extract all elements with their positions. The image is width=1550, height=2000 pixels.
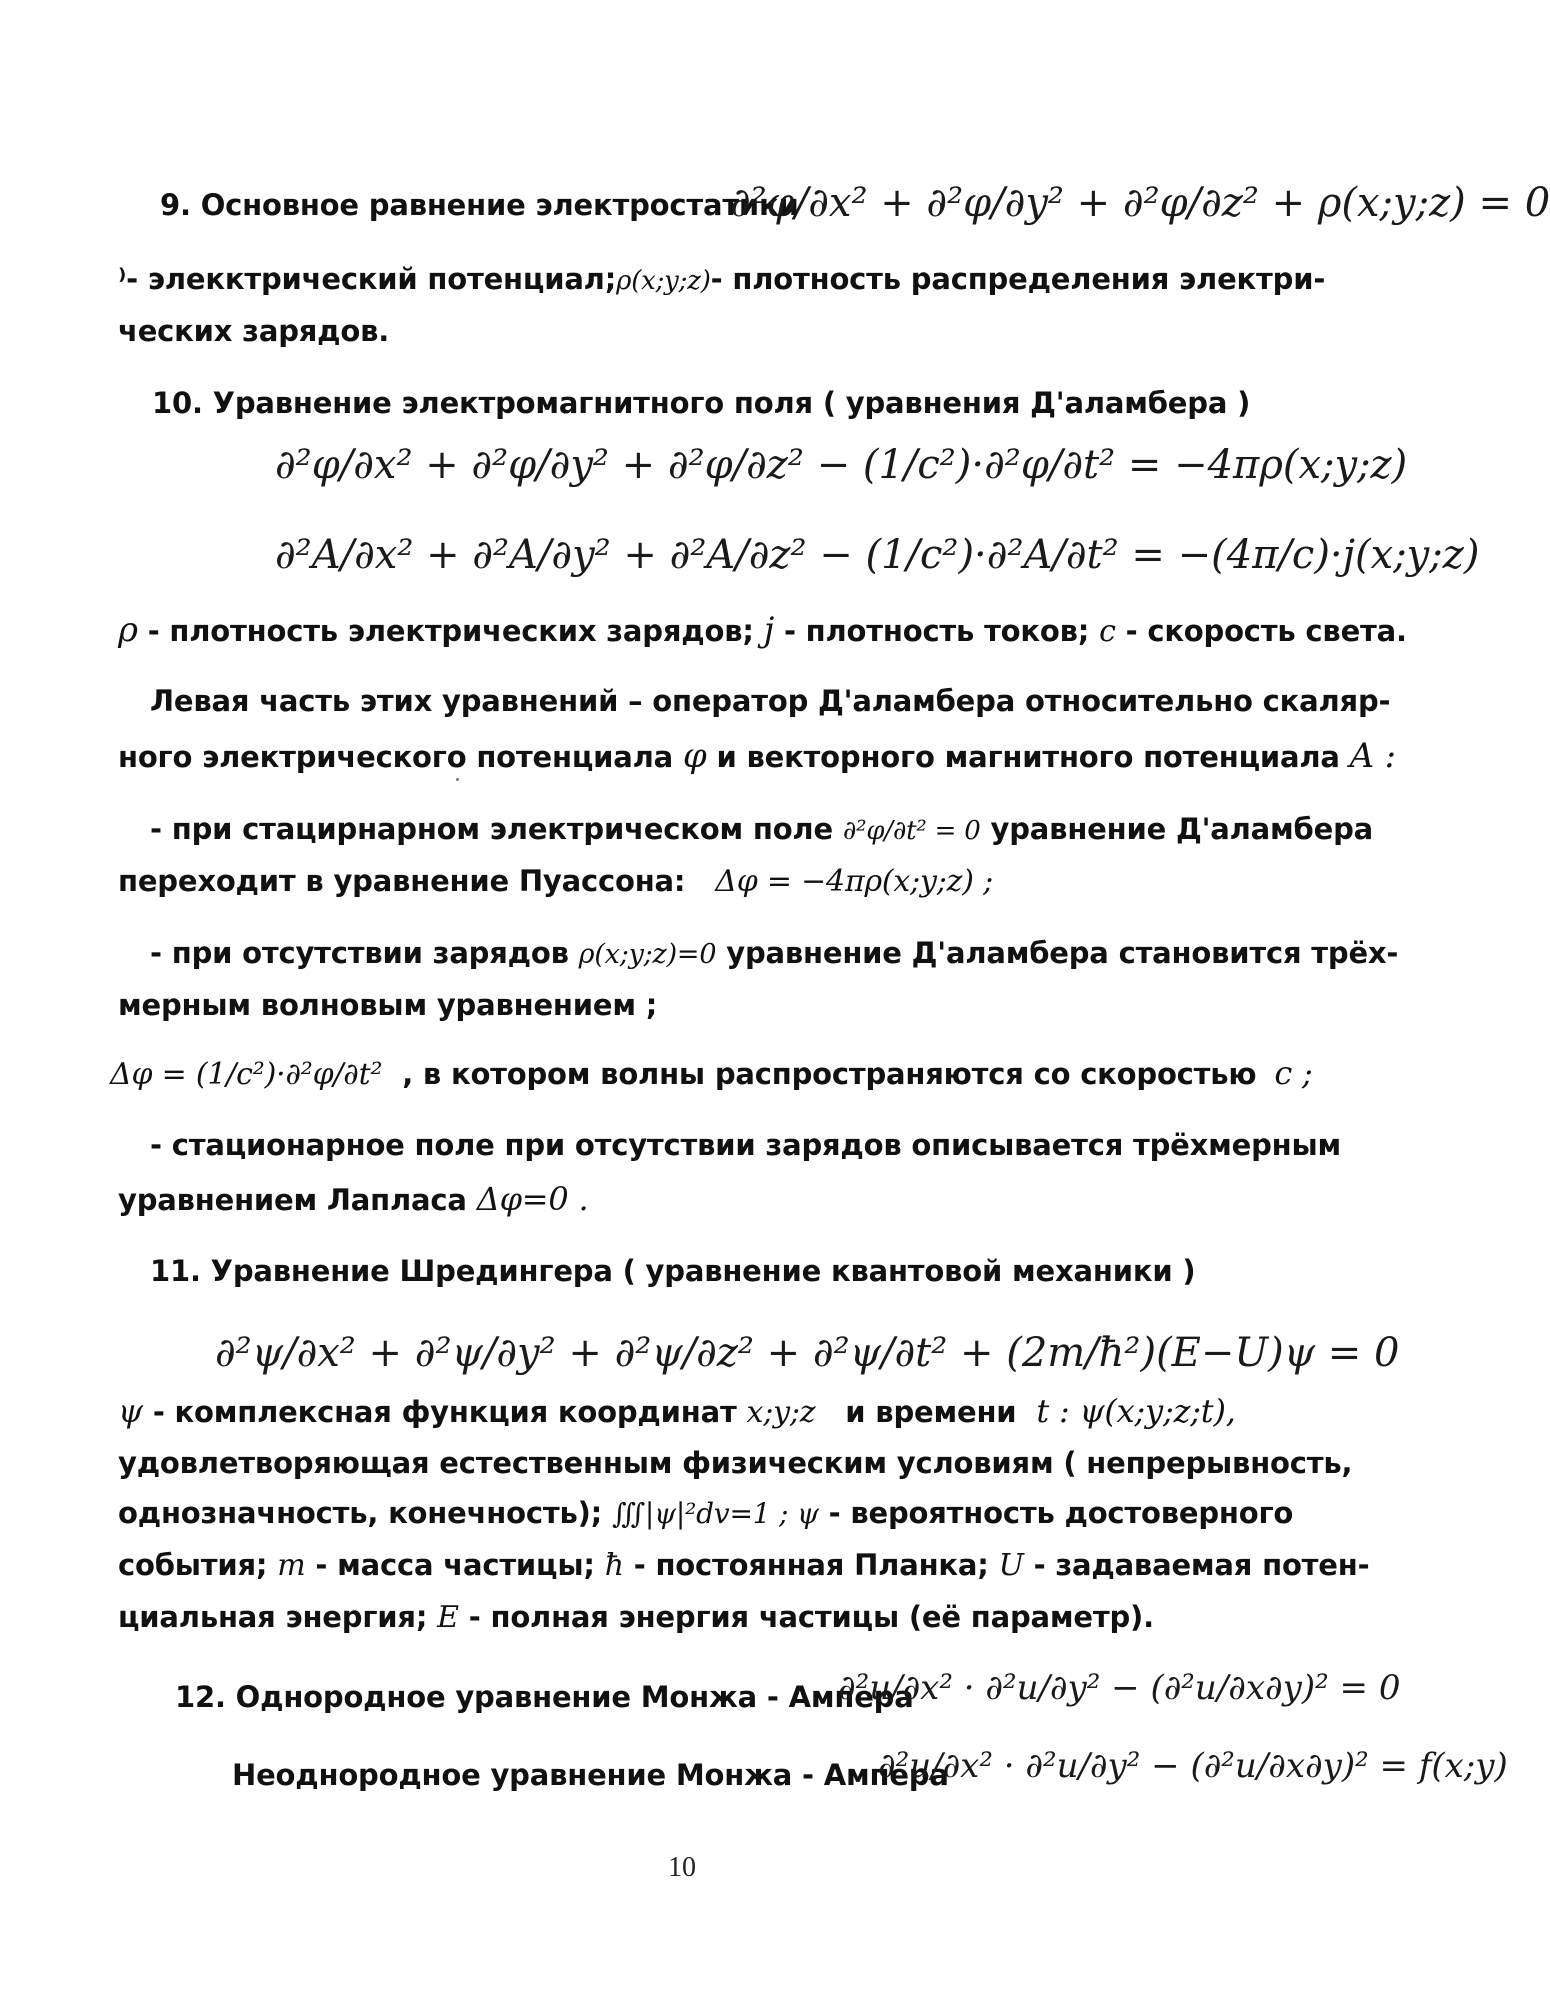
normalization-integral: ∭|ψ|²dv=1 ; ψ: [611, 1497, 819, 1530]
bullet-nocharge-text-b: уравнение Д'аламбера становится трёх-: [726, 936, 1399, 970]
bullet-laplace-line2: [118, 1180, 589, 1218]
section-12-title-inhomogeneous: Неоднородное уравнение Монжа - Ампера: [232, 1758, 949, 1792]
schrodinger-desc-line4: [118, 1548, 1369, 1583]
mass-text: - масса частицы;: [315, 1548, 595, 1582]
psi-symbol: ψ: [118, 1392, 143, 1430]
section-11-title: 11. Уравнение Шредингера ( уравнение квантовой механики ): [150, 1254, 1196, 1288]
potential-text: - задаваемая потен-: [1033, 1548, 1370, 1582]
legend-c-symbol: c: [1099, 614, 1116, 649]
event-text: события;: [118, 1548, 268, 1582]
bullet-stationary-line2: [118, 864, 993, 899]
section-12-formula-homogeneous: ∂²u/∂x² · ∂²u/∂y² − (∂²u/∂x∂y)² = 0: [838, 1668, 1401, 1708]
schrodinger-desc-line2: удовлетворяющая естественным физическим условиям ( непрерывность,: [118, 1446, 1353, 1480]
schrodinger-time-text: и времени: [845, 1395, 1017, 1429]
desc-phi-text: ⁾- элекктрический потенциал;: [118, 262, 617, 296]
poisson-text: переходит в уравнение Пуассона:: [118, 864, 686, 898]
u-symbol: U: [998, 1548, 1024, 1583]
para-dalembert-line1: Левая часть этих уравнений – оператор Д'аламбера относительно скаляр-: [150, 684, 1391, 718]
bullet-nocharge-text-a: - при отсутствии зарядов: [150, 936, 569, 970]
section-10-legend: [118, 610, 1407, 650]
bullet-stationary-text-a: - при стацирнарном электрическом поле: [150, 812, 833, 846]
time-symbol: t : ψ(x;y;z;t),: [1036, 1392, 1236, 1430]
m-symbol: m: [277, 1548, 306, 1583]
section-12-formula-inhomogeneous: ∂²u/∂x² · ∂²u/∂y² − (∂²u/∂x∂y)² = f(x;y): [878, 1746, 1508, 1786]
schrodinger-desc-line1: [118, 1392, 1236, 1430]
bullet-stationary-text-b: уравнение Д'аламбера: [990, 812, 1373, 846]
wave-text: , в котором волны распространяются со скоростью: [402, 1057, 1257, 1091]
schrodinger-desc-line5: [118, 1600, 1154, 1635]
desc-rho-symbol: ρ(x;y;z): [616, 266, 711, 296]
section-11-formula: ∂²ψ/∂x² + ∂²ψ/∂y² + ∂²ψ/∂z² + ∂²ψ/∂t² + (2m/ħ²)(E−U)ψ = 0: [215, 1330, 1400, 1376]
section-12-title-homogeneous: 12. Однородное уравнение Монжа - Ампера: [175, 1680, 914, 1714]
bullet-nocharge-formula: ρ(x;y;z)=0: [578, 939, 717, 970]
section-9-title: 9. Основное равнение электростатики: [160, 188, 799, 222]
schrodinger-conditions-text: однозначность, конечность);: [118, 1496, 603, 1530]
legend-rho-text: - плотность электрических зарядов;: [147, 614, 754, 648]
desc-rho-text: - плотность распределения электри-: [710, 262, 1326, 296]
para-phi-symbol: φ: [682, 736, 707, 776]
wave-formula: Δφ = (1/c²)·∂²φ/∂t²: [110, 1057, 383, 1092]
legend-rho-symbol: ρ: [118, 610, 138, 650]
potential-energy-text: циальная энергия;: [118, 1600, 428, 1634]
scan-dot: [456, 778, 459, 781]
bullet-nocharge-line1: [150, 936, 1398, 970]
bullet-stationary-line1: [150, 812, 1373, 846]
legend-j-text: - плотность токов;: [783, 614, 1090, 648]
coords-symbol: x;y;z: [746, 1395, 816, 1430]
bullet-stationary-formula: ∂²φ/∂t² = 0: [842, 816, 981, 846]
wave-c-symbol: c ;: [1274, 1054, 1313, 1092]
section-9-formula: ∂²φ/∂x² + ∂²φ/∂y² + ∂²φ/∂z² + ρ(x;y;z) = 0: [730, 180, 1550, 226]
section-9-desc-line2: ческих зарядов.: [118, 314, 390, 348]
bullet-laplace-line1: - стационарное поле при отсутствии зарядов описывается трёхмерным: [150, 1128, 1342, 1162]
h-symbol: ħ: [604, 1548, 624, 1583]
para-a-symbol: A :: [1349, 736, 1396, 776]
schrodinger-desc-line3: [118, 1496, 1293, 1530]
section-10-formula-scalar: ∂²φ/∂x² + ∂²φ/∂y² + ∂²φ/∂z² − (1/c²)·∂²φ/∂t² = −4πρ(x;y;z): [275, 442, 1408, 488]
section-10-title: 10. Уравнение электромагнитного поля ( уравнения Д'аламбера ): [152, 386, 1251, 420]
e-symbol: E: [437, 1600, 459, 1635]
para-dalembert-line2: [118, 736, 1396, 776]
section-9-desc-line1: [118, 262, 1325, 296]
laplace-formula: Δφ=0 .: [476, 1180, 589, 1218]
legend-j-symbol: j: [763, 610, 775, 650]
section-10-formula-vector: ∂²A/∂x² + ∂²A/∂y² + ∂²A/∂z² − (1/c²)·∂²A/∂t² = −(4π/c)·j(x;y;z): [275, 532, 1480, 578]
schrodinger-coords-text: - комплексная функция координат: [152, 1395, 737, 1429]
legend-c-text: - скорость света.: [1125, 614, 1407, 648]
total-energy-text: - полная энергия частицы (её параметр).: [468, 1600, 1154, 1634]
poisson-formula: Δφ = −4πρ(x;y;z) ;: [715, 864, 994, 899]
probability-text: - вероятность достоверного: [828, 1496, 1294, 1530]
wave-line: [110, 1054, 1313, 1092]
laplace-text: уравнением Лапласа: [118, 1183, 467, 1217]
para-scalar-text: ного электрического потенциала: [118, 740, 674, 774]
bullet-nocharge-line2: мерным волновым уравнением ;: [118, 988, 658, 1022]
para-vector-text: и векторного магнитного потенциала: [716, 740, 1340, 774]
planck-text: - постоянная Планка;: [633, 1548, 989, 1582]
page-number: 10: [668, 1852, 696, 1883]
